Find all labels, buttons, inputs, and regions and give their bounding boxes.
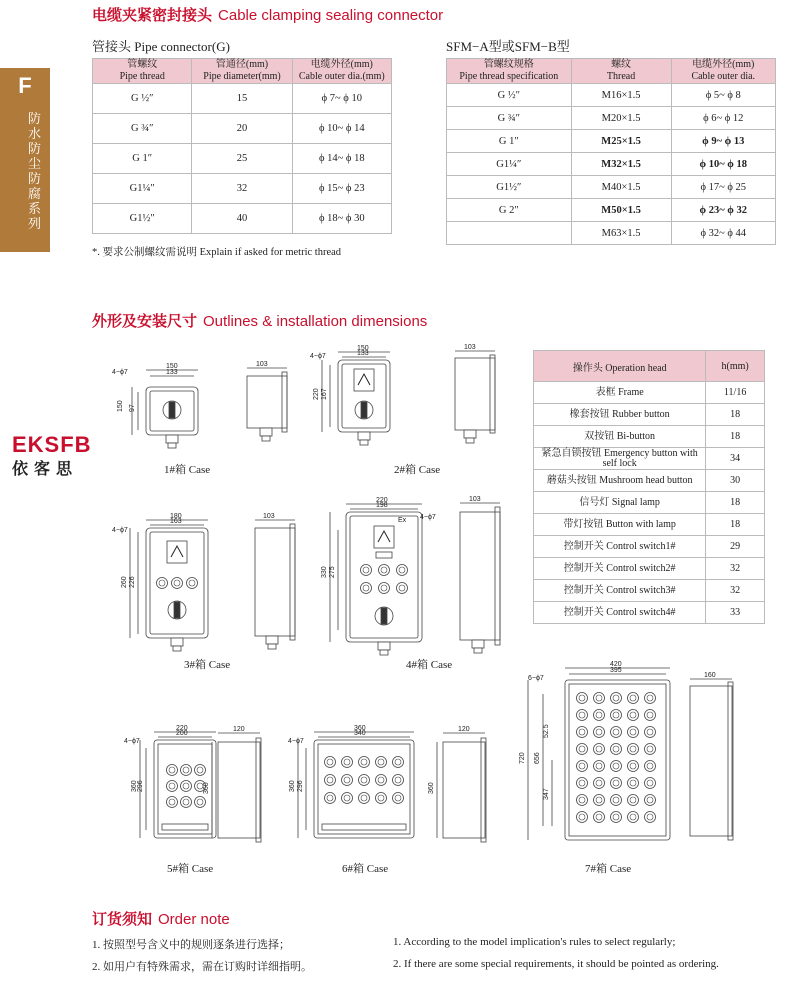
table-cell: ϕ 7~ ϕ 10 — [292, 84, 391, 114]
case-5-dim-h2: 296 — [137, 780, 144, 792]
op-height: 18 — [706, 514, 765, 536]
case-7-button-icon — [628, 761, 639, 772]
case-7-button-icon — [577, 727, 588, 738]
case-6-button-icon — [359, 775, 370, 786]
op-name: 控制开关 Control switch3# — [534, 580, 706, 602]
case-7-button-icon — [577, 710, 588, 721]
case-5-dim-holes: 4−ϕ7 — [124, 738, 140, 745]
case-6-caption: 6#箱 Case — [342, 863, 389, 875]
table-cell: M32×1.5 — [571, 153, 671, 176]
case-6-button-icon — [376, 757, 387, 768]
case-7-button-icon — [611, 795, 622, 806]
case-2-dim-h: 220 — [313, 388, 320, 400]
case-1-dim-w: 150 — [166, 363, 178, 370]
case-6-button-icon — [393, 793, 404, 804]
op-row — [534, 382, 765, 404]
table-cell: 32 — [192, 174, 292, 204]
table-cell: G1¼″ — [447, 153, 572, 176]
case-3-dim-w2: 163 — [170, 518, 182, 525]
table-cell: G ½″ — [447, 84, 572, 107]
case-7-button-icon — [628, 795, 639, 806]
table-left-caption: 管接头 Pipe connector(G) — [92, 39, 230, 54]
order-cn-2: 2. 如用户有特殊需求，需在订购时详细指明。 — [92, 961, 312, 973]
case-6-dim-h: 360 — [289, 780, 296, 792]
table-cell: M16×1.5 — [571, 84, 671, 107]
table-cell: G1½″ — [447, 176, 572, 199]
case-7-button-icon — [594, 761, 605, 772]
case-6-dim-w: 360 — [354, 725, 366, 732]
order-cn-1: 1. 按照型号含义中的规则逐条进行选择； — [92, 939, 290, 951]
case-7-button-icon — [577, 778, 588, 789]
case-7-button-icon — [645, 727, 656, 738]
case-7-button-icon — [577, 761, 588, 772]
table-cell: M25×1.5 — [571, 130, 671, 153]
case-6-button-icon — [359, 793, 370, 804]
operation-head-table — [533, 350, 765, 624]
th-pipe-thread: 管螺纹 Pipe thread — [93, 59, 192, 84]
case-6-button-icon — [376, 793, 387, 804]
case-6-button-icon — [342, 757, 353, 768]
th-h: h(mm) — [706, 351, 765, 382]
op-name: 控制开关 Control switch2# — [534, 558, 706, 580]
case-7-dim-w: 420 — [610, 661, 622, 668]
case-7-dim-w2: 395 — [610, 667, 622, 674]
table-cell: 40 — [192, 204, 292, 234]
op-row — [534, 426, 765, 448]
case-5-dim-w: 220 — [176, 725, 188, 732]
table-cell: ϕ 5~ ϕ 8 — [671, 84, 776, 107]
case-1-dim-d: 103 — [256, 361, 268, 368]
case-4-dim-mark: Ex — [398, 517, 407, 524]
case-7-button-icon — [577, 795, 588, 806]
case-7-button-icon — [628, 693, 639, 704]
metric-thread-note: *. 要求公制螺纹需说明 Explain if asked for metric thread — [92, 247, 342, 258]
order-en-2: 2. If there are some special requirements, it should be pointed as ordering. — [393, 958, 719, 970]
case-7-button-icon — [645, 710, 656, 721]
case-1-dim-h: 150 — [117, 400, 124, 412]
th-pipe-diameter: 管通径(mm) Pipe diameter(mm) — [192, 59, 292, 84]
case-7-button-icon — [645, 761, 656, 772]
case-7-button-icon — [611, 710, 622, 721]
op-name: 蘑菇头按钮 Mushroom head button — [534, 470, 706, 492]
table-cell: ϕ 14~ ϕ 18 — [292, 144, 391, 174]
case-3-caption: 3#箱 Case — [184, 659, 231, 671]
case-3-dim-w: 180 — [170, 513, 182, 520]
op-name: 控制开关 Control switch4# — [534, 602, 706, 624]
case-1-dim-h2: 97 — [129, 404, 136, 412]
order-en-1: 1. According to the model implication's rules to select regularly; — [393, 936, 676, 948]
case-2-caption: 2#箱 Case — [394, 464, 441, 476]
title-cn: 电缆夹紧密封接头 — [92, 7, 213, 24]
th-thread: 螺纹 Thread — [571, 59, 671, 84]
case-7-dim-h3: 347 — [543, 788, 550, 800]
case-6-button-icon — [393, 757, 404, 768]
case-1-dim-holes: 4−ϕ7 — [112, 369, 128, 376]
case-7-button-icon — [577, 812, 588, 823]
op-height: 32 — [706, 558, 765, 580]
case-5-dim-w2: 200 — [176, 730, 188, 737]
table-cell: G1¼″ — [93, 174, 192, 204]
op-height: 18 — [706, 404, 765, 426]
case-7-button-icon — [611, 812, 622, 823]
case-1-dim-w2: 133 — [166, 369, 178, 376]
table-cell: ϕ 15~ ϕ 23 — [292, 174, 391, 204]
op-name: 紧急自锁按钮 Emergency button with self lock — [534, 448, 706, 470]
table-cell: ϕ 10~ ϕ 14 — [292, 114, 391, 144]
case-6-dim-side_h: 360 — [428, 782, 435, 794]
table-cell: M50×1.5 — [571, 199, 671, 222]
op-height: 18 — [706, 426, 765, 448]
case-7-button-icon — [645, 744, 656, 755]
table-cell: G 1″ — [447, 130, 572, 153]
case-7-button-icon — [628, 744, 639, 755]
logo-sub: 依客思 — [12, 459, 79, 478]
side-tab-letter: F — [0, 68, 50, 104]
outlines-title-en: Outlines & installation dimensions — [203, 313, 428, 330]
op-height: 32 — [706, 580, 765, 602]
case-7-button-icon — [645, 693, 656, 704]
table-cell: ϕ 6~ ϕ 12 — [671, 107, 776, 130]
case-7-button-icon — [577, 693, 588, 704]
table-cell: 20 — [192, 114, 292, 144]
case-7-button-icon — [628, 727, 639, 738]
case-7-dim-holes: 6−ϕ7 — [528, 675, 544, 682]
th-cable-outer: 电缆外径(mm) Cable outer dia. — [671, 59, 776, 84]
order-title-cn: 订货须知 — [92, 911, 153, 928]
case-6-dim-w2: 340 — [354, 730, 366, 737]
case-7-caption: 7#箱 Case — [585, 863, 632, 875]
case-7-button-icon — [611, 693, 622, 704]
case-7-button-icon — [594, 727, 605, 738]
th-operation-head: 操作头 Operation head — [534, 351, 706, 382]
case-7-button-icon — [645, 795, 656, 806]
outlines-title-cn: 外形及安装尺寸 — [92, 313, 198, 330]
op-height: 33 — [706, 602, 765, 624]
order-title-en: Order note — [158, 911, 230, 928]
title-en: Cable clamping sealing connector — [218, 7, 444, 24]
case-6-button-icon — [342, 775, 353, 786]
case-5-dim-side_h: 360 — [203, 782, 210, 794]
op-row — [534, 470, 765, 492]
section-title-order — [92, 908, 230, 929]
op-name: 表框 Frame — [534, 382, 706, 404]
op-height: 34 — [706, 448, 765, 470]
case-6-button-icon — [325, 793, 336, 804]
op-row — [534, 448, 765, 470]
op-row — [534, 404, 765, 426]
case-6-button-icon — [359, 757, 370, 768]
case-6-button-icon — [342, 793, 353, 804]
case-6-button-icon — [393, 775, 404, 786]
op-row — [534, 580, 765, 602]
case-4-dim-w2: 198 — [376, 502, 388, 509]
case-7-button-icon — [611, 778, 622, 789]
case-7-button-icon — [628, 812, 639, 823]
case-4-caption: 4#箱 Case — [406, 659, 453, 671]
case-3-dim-h: 260 — [121, 576, 128, 588]
table-cell: ϕ 23~ ϕ 32 — [671, 199, 776, 222]
op-height: 11/16 — [706, 382, 765, 404]
table-cell: G1½″ — [93, 204, 192, 234]
case-7-button-icon — [645, 778, 656, 789]
table-cell: G 2″ — [447, 199, 572, 222]
case-6-dim-d: 120 — [458, 726, 470, 733]
case-2-dim-w2: 133 — [357, 350, 369, 357]
case-5-caption: 5#箱 Case — [167, 863, 214, 875]
case-3-dim-d: 103 — [263, 513, 275, 520]
case-3-dim-h2: 226 — [129, 576, 136, 588]
case-4-dim-h: 330 — [321, 566, 328, 578]
case-4-dim-h2: 275 — [329, 566, 336, 578]
case-7-button-icon — [611, 727, 622, 738]
case-7-dim-d: 160 — [704, 672, 716, 679]
table-cell: 15 — [192, 84, 292, 114]
case-6-dim-h2: 296 — [297, 780, 304, 792]
case-7-button-icon — [628, 778, 639, 789]
case-7-button-icon — [645, 812, 656, 823]
case-7-button-icon — [594, 778, 605, 789]
case-2-dim-holes: 4−ϕ7 — [310, 353, 326, 360]
op-name: 带灯按钮 Button with lamp — [534, 514, 706, 536]
case-7-button-icon — [594, 744, 605, 755]
case-7-dim-h: 720 — [519, 752, 526, 764]
table-cell: G ¾″ — [447, 107, 572, 130]
op-row — [534, 492, 765, 514]
op-height: 18 — [706, 492, 765, 514]
table-cell: G ¾″ — [93, 114, 192, 144]
case-6-button-icon — [376, 775, 387, 786]
table-cell: G 1″ — [93, 144, 192, 174]
table-right-caption: SFM−A型或SFM−B型 — [446, 39, 570, 54]
op-name: 橡套按钮 Rubber button — [534, 404, 706, 426]
op-height: 30 — [706, 470, 765, 492]
case-7-button-icon — [611, 761, 622, 772]
op-name: 信号灯 Signal lamp — [534, 492, 706, 514]
case-2-dim-d: 103 — [464, 344, 476, 351]
table-cell: ϕ 10~ ϕ 18 — [671, 153, 776, 176]
th-thread-spec: 管螺纹规格 Pipe thread specification — [447, 59, 572, 84]
case-2-dim-h2: 167 — [321, 388, 328, 400]
case-2-dim-w: 150 — [357, 345, 369, 352]
case-4-dim-w: 220 — [376, 497, 388, 504]
case-7-button-icon — [594, 710, 605, 721]
op-row — [534, 558, 765, 580]
case-3-dim-holes: 4−ϕ7 — [112, 527, 128, 534]
table-cell: M63×1.5 — [571, 222, 671, 245]
case-7-button-icon — [594, 812, 605, 823]
case-7-button-icon — [594, 693, 605, 704]
op-row — [534, 602, 765, 624]
table-cell: ϕ 9~ ϕ 13 — [671, 130, 776, 153]
logo-mark: EKSFB — [12, 432, 92, 457]
case-7-dim-h2: 656 — [534, 752, 541, 764]
table-cell: ϕ 18~ ϕ 30 — [292, 204, 391, 234]
case-7-dim-h4: 52.5 — [543, 724, 550, 738]
op-name: 控制开关 Control switch1# — [534, 536, 706, 558]
case-7-button-icon — [628, 710, 639, 721]
case-6-dim-holes: 4−ϕ7 — [288, 738, 304, 745]
table-cell: 25 — [192, 144, 292, 174]
case-4-dim-holes: 4−ϕ7 — [420, 514, 436, 521]
case-5-dim-d: 120 — [233, 726, 245, 733]
case-6-button-icon — [325, 757, 336, 768]
op-row — [534, 514, 765, 536]
case-7-button-icon — [594, 795, 605, 806]
op-name: 双按钮 Bi-button — [534, 426, 706, 448]
table-cell: M40×1.5 — [571, 176, 671, 199]
table-cell: ϕ 32~ ϕ 44 — [671, 222, 776, 245]
case-6-button-icon — [325, 775, 336, 786]
case-7-button-icon — [611, 744, 622, 755]
case-4-dim-d: 103 — [469, 496, 481, 503]
side-tab-text: 防水防尘防腐系列 — [28, 112, 42, 232]
case-1-caption: 1#箱 Case — [164, 464, 211, 476]
table-cell: M20×1.5 — [571, 107, 671, 130]
op-height: 29 — [706, 536, 765, 558]
case-7-button-icon — [577, 744, 588, 755]
op-row — [534, 536, 765, 558]
table-cell: ϕ 17~ ϕ 25 — [671, 176, 776, 199]
table-cell: G ½″ — [93, 84, 192, 114]
case-5-dim-h: 360 — [131, 780, 138, 792]
th-cable-dia: 电缆外径(mm) Cable outer dia.(mm) — [292, 59, 391, 84]
